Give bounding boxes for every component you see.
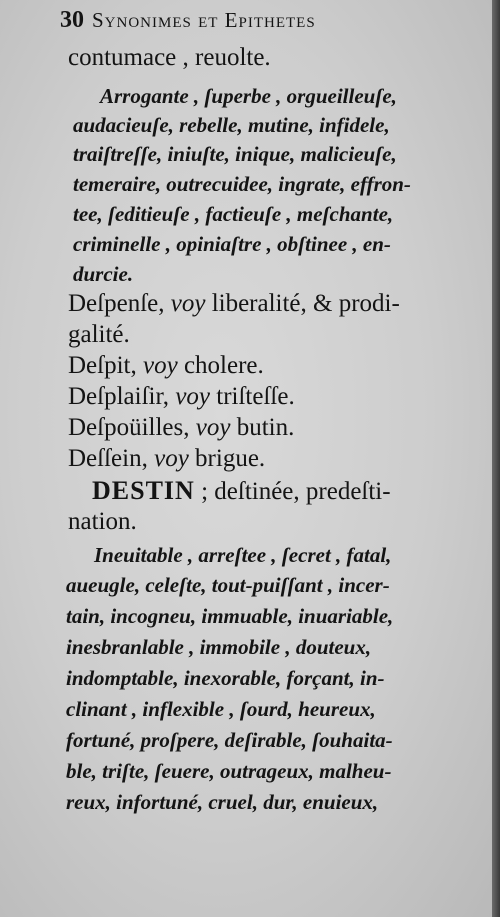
epithet-line: Ineuitable , arreſtee , ſecret , fatal, (94, 543, 392, 567)
entry-line (68, 291, 400, 316)
entry-line (92, 478, 391, 504)
page-number: 30 (60, 7, 84, 33)
epithet-line: indomptable, inexorable, forçant, in- (66, 666, 385, 690)
running-head (60, 8, 316, 32)
epithet-line: inesbranlable , immobile , douteux, (66, 635, 372, 659)
text-line: nation. (68, 508, 137, 535)
entry-keyword: DESTIN (92, 476, 195, 505)
epithet-line: durcie. (73, 262, 134, 286)
see-reference: voy (170, 290, 206, 317)
see-reference: voy (143, 352, 178, 379)
entry-rest: brigue. (188, 445, 266, 472)
epithet-line: temeraire, outrecuidee, ingrate, effron- (73, 172, 411, 196)
epithet-line: ble, triſte, ſeuere, outrageux, malheu- (66, 759, 392, 783)
see-reference: voy (175, 383, 211, 410)
entry-line (68, 384, 295, 409)
epithet-line: tee, ſeditieuſe , factieuſe , meſchante, (73, 202, 394, 226)
entry-rest: triſteſſe. (210, 383, 295, 410)
text-line: galité. (68, 321, 130, 348)
epithet-line: Arrogante , ſuperbe , orgueilleuſe, (100, 84, 397, 108)
entry-line (68, 353, 264, 378)
epithet-line: fortuné, proſpere, deſirable, ſouhaita- (66, 728, 393, 752)
entry-word: Deſpit, (68, 352, 143, 379)
see-reference: voy (195, 414, 231, 441)
epithet-line: traiſtreſſe, iniuſte, inique, malicieuſe, (73, 142, 397, 166)
entry-rest: liberalité, & prodi- (205, 290, 400, 317)
entry-word: Deſpoüilles, (68, 414, 196, 441)
epithet-line: aueugle, celeſte, tout-puiſſant , incer- (66, 573, 390, 597)
entry-rest: cholere. (177, 352, 264, 379)
entry-word: Deſpenſe, (68, 290, 171, 317)
entry-line (68, 415, 294, 440)
epithet-line: tain, incogneu, immuable, inuariable, (66, 604, 394, 628)
see-reference: voy (154, 445, 189, 472)
entry-line (68, 446, 265, 471)
epithet-line: clinant , inflexible , ſourd, heureux, (66, 697, 376, 721)
entry-rest: ; deſtinée, predeſti- (194, 478, 391, 505)
text-line: contumace , reuolte. (68, 44, 271, 71)
epithet-line: audacieuſe, rebelle, mutine, infidele, (73, 113, 390, 137)
entry-word: Deſſein, (68, 445, 155, 472)
entry-word: Deſplaiſir, (68, 383, 176, 410)
book-spine-shadow (492, 0, 500, 917)
entry-rest: butin. (230, 414, 295, 441)
epithet-line: criminelle , opiniaſtre , obſtinee , en- (73, 232, 391, 256)
running-head-title: Synonimes et Epithetes (92, 8, 316, 32)
epithet-line: reux, infortuné, cruel, dur, enuieux, (66, 790, 379, 814)
